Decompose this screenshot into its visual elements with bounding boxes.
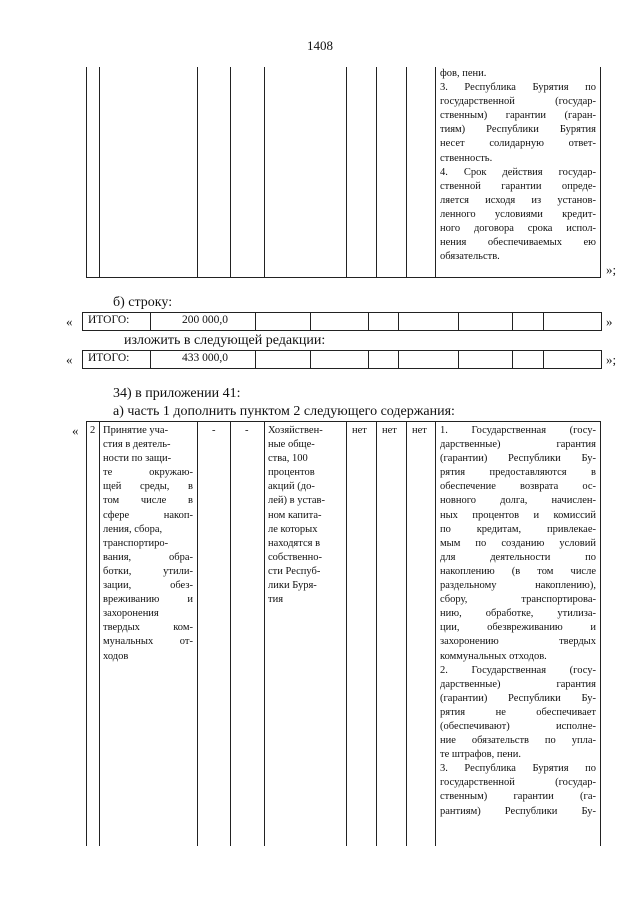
cell-line: ственность.	[440, 152, 493, 164]
cell-line: ные обще-	[268, 439, 315, 451]
cell-line: ходов	[103, 650, 129, 662]
section-b-label: б) строку:	[113, 295, 173, 310]
total-label: ИТОГО:	[88, 314, 130, 326]
cell-line: мым по созданию условий	[440, 537, 596, 549]
cell-line: сти Респуб-	[268, 565, 321, 577]
cell-line: нения обеспечиваемых ею	[440, 237, 596, 249]
cell-line: ного договора срока испол-	[440, 223, 596, 235]
cell-line: рятия предоставляются в	[440, 467, 596, 479]
cell-line: дарственные) гарантия	[440, 439, 596, 451]
row-number: 2	[90, 425, 96, 436]
cell-line: том числе в	[103, 495, 193, 507]
cell-line: сбору, транспортирова-	[440, 594, 596, 606]
cell-line: по кредитам, привлекае-	[440, 523, 596, 535]
cell-line: ции, обезвреживанию и	[440, 622, 596, 634]
cell-line: тия	[268, 594, 284, 606]
net-cell-3: нет	[412, 425, 427, 436]
cell-line: 3. Республика Бурятия по	[440, 82, 596, 94]
cell-line: для деятельности по	[440, 551, 596, 563]
cell-line: транспортиро-	[103, 537, 169, 549]
cell-line: обязательств.	[440, 251, 500, 263]
section-34-heading: 34) в приложении 41:	[113, 386, 241, 401]
cell-line: захоронению твердых	[440, 636, 596, 648]
cell-line: ных процентов и комиссий	[440, 509, 596, 521]
cell-line: накоплению (в том числе	[440, 565, 596, 577]
cell-line: ном капита-	[268, 509, 322, 521]
instruction-text: изложить в следующей редакции:	[124, 333, 326, 348]
cell-line: твердых ком-	[103, 622, 193, 634]
close-quote: »	[606, 314, 613, 329]
conditions-cell	[440, 424, 596, 819]
cell-line: щей среды, в	[103, 481, 193, 493]
cell-line: тиям) Республики Бурятия	[440, 124, 596, 136]
cell-line: ственной гарантии опреде-	[440, 180, 596, 192]
total-value: 433 000,0	[182, 352, 228, 364]
cell-line: несет солидарную ответ-	[440, 138, 596, 150]
cell-line: рятия не обеспечивает	[440, 706, 596, 718]
cell-line: собственно-	[268, 551, 323, 563]
cell-line: зации, обез-	[103, 580, 193, 592]
cell-line: находятся в	[268, 537, 321, 549]
cell-line: государственной (государ-	[440, 777, 596, 789]
cell-line: раздельному накоплению),	[440, 580, 596, 592]
open-quote: «	[66, 314, 73, 329]
dash-cell-2: -	[245, 425, 249, 436]
cell-line: ности по защи-	[103, 453, 172, 465]
cell-line: обеспечение возврата ос-	[440, 481, 596, 493]
cell-line: ства, 100	[268, 453, 308, 465]
cell-line: лей) в устав-	[268, 495, 325, 507]
principal-cell	[268, 424, 344, 607]
cell-line: акций (до-	[268, 481, 315, 493]
cell-line: те окружаю-	[103, 467, 193, 479]
cell-line: те штрафов, пени.	[440, 749, 521, 761]
cell-line: (гарантии) Республики Бу-	[440, 453, 596, 465]
purpose-cell	[103, 424, 193, 664]
cell-line: ственным) гарантии (га-	[440, 791, 596, 803]
cell-line: вания, обра-	[103, 551, 193, 563]
open-quote: «	[66, 352, 73, 367]
page-number: 1408	[307, 38, 333, 53]
cell-line: дарственные) гарантия	[440, 678, 596, 690]
cell-line: коммунальных отходов.	[440, 650, 547, 662]
close-quote: »;	[606, 352, 617, 367]
cell-line: стия в деятель-	[103, 439, 171, 451]
cell-line: захоронения	[103, 608, 159, 620]
cell-line: 1. Государственная (госу-	[440, 425, 596, 436]
cell-line: Принятие уча-	[103, 425, 169, 436]
cell-line: ственным) гарантии (гаран-	[440, 110, 596, 122]
cell-line: 2. Государственная (госу-	[440, 664, 596, 676]
cell-line: рантиям) Республики Бу-	[440, 805, 596, 817]
cell-line: сфере накоп-	[103, 509, 193, 521]
cell-line: ле которых	[268, 523, 318, 535]
section-34-subheading: а) часть 1 дополнить пунктом 2 следующего содержания:	[113, 404, 455, 419]
cell-line: 4. Срок действия государ-	[440, 166, 596, 178]
cell-line: ления, сбора,	[103, 523, 163, 535]
cell-line: ботки, утили-	[103, 565, 193, 577]
total-label: ИТОГО:	[88, 352, 130, 364]
cell-line: (гарантии) Республики Бу-	[440, 692, 596, 704]
top-notes-cell	[440, 67, 596, 264]
cell-line: процентов	[268, 467, 315, 479]
total-value: 200 000,0	[182, 314, 228, 326]
cell-line: государственной (государ-	[440, 96, 596, 108]
cell-line: фов, пени.	[440, 68, 487, 79]
cell-line: 3. Республика Бурятия по	[440, 763, 596, 775]
cell-line: нию, обработке, утилиза-	[440, 608, 596, 620]
net-cell-2: нет	[382, 425, 397, 436]
cell-line: ленного условиями кредит-	[440, 208, 596, 220]
cell-line: (обеспечивают) исполне-	[440, 720, 596, 732]
cell-line: лики Буря-	[268, 580, 317, 592]
cell-line: ляется исходя из установ-	[440, 194, 596, 206]
cell-line: ние обязательств по упла-	[440, 735, 596, 747]
top-end-mark: »;	[606, 262, 617, 277]
cell-line: новного долга, начислен-	[440, 495, 596, 507]
cell-line: вреживанию и	[103, 594, 193, 606]
open-quote: «	[72, 423, 79, 438]
net-cell-1: нет	[352, 425, 367, 436]
cell-line: мунальных от-	[103, 636, 193, 648]
cell-line: Хозяйствен-	[268, 425, 323, 436]
dash-cell-1: -	[212, 425, 216, 436]
